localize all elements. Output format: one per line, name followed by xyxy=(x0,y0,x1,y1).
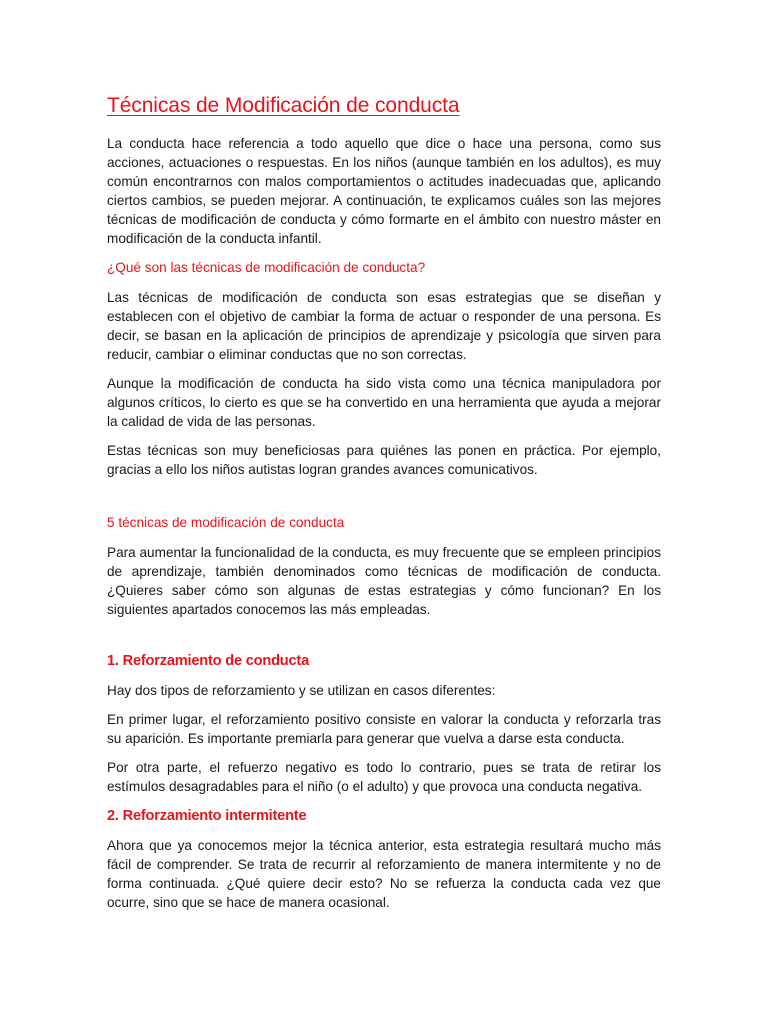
technique2-heading: 2. Reforzamiento intermitente xyxy=(107,808,307,824)
section-heading-what-are: ¿Qué son las técnicas de modificación de conducta? xyxy=(107,260,426,275)
section1-paragraph-1: Las técnicas de modificación de conducta son esas estrategias que se diseñan y establecen con el objetivo de cambiar la forma de actuar o responder de una persona. Es decir, se basan en la aplicación de principios de aprendizaje y psicología que sirven para reducir, cambiar o eliminar conductas que no son correctas. xyxy=(107,290,661,362)
section1-paragraph-2: Aunque la modificación de conducta ha sido vista como una técnica manipuladora por algunos críticos, lo cierto es que se ha convertido en una herramienta que ayuda a mejorar la calidad de vida de las personas. xyxy=(107,376,661,429)
technique1-heading: 1. Reforzamiento de conducta xyxy=(107,653,309,669)
technique1-paragraph-1: Hay dos tipos de reforzamiento y se utilizan en casos diferentes: xyxy=(107,683,496,698)
section2-paragraph: Para aumentar la funcionalidad de la conducta, es muy frecuente que se empleen principios de aprendizaje, también denominados como técnicas de modificación de conducta. ¿Quieres saber cómo son algunas de estas estrategias y cómo funcionan? En los siguientes apartados conocemos las más empleadas. xyxy=(107,545,661,617)
section-heading-five-techniques: 5 técnicas de modificación de conducta xyxy=(107,515,345,530)
spacer xyxy=(107,489,661,513)
document-title: Técnicas de Modificación de conducta xyxy=(107,94,460,117)
spacer xyxy=(107,629,661,651)
intro-paragraph: La conducta hace referencia a todo aquello que dice o hace una persona, como sus acciones, actuaciones o respuestas. En los niños (aunque también en los adultos), es muy común encontrarnos con malos comportamientos o actitudes inadecuadas que, aplicando ciertos cambios, se pueden mejorar. A continuación, te explicamos cuáles son las mejores técnicas de modificación de conducta y cómo formarte en el ámbito con nuestro máster en modificación de la conducta infantil. xyxy=(107,136,661,246)
section1-paragraph-3: Estas técnicas son muy beneficiosas para quiénes las ponen en práctica. Por ejemplo, gracias a ello los niños autistas logran grandes avances comunicativos. xyxy=(107,443,661,477)
technique1-paragraph-2: En primer lugar, el reforzamiento positivo consiste en valorar la conducta y reforzarla tras su aparición. Es importante premiarla para generar que vuelva a darse esta conducta. xyxy=(107,712,661,746)
document-page xyxy=(107,92,661,922)
technique1-paragraph-3: Por otra parte, el refuerzo negativo es todo lo contrario, pues se trata de retirar los estímulos desagradables para el niño (o el adulto) y que provoca una conducta negativa. xyxy=(107,760,661,794)
technique2-paragraph: Ahora que ya conocemos mejor la técnica anterior, esta estrategia resultará mucho más fácil de comprender. Se trata de recurrir al reforzamiento de manera intermitente y no de forma continuada. ¿Qué quiere decir esto? No se refuerza la conducta cada vez que ocurre, sino que se hace de manera ocasional. xyxy=(107,838,661,910)
